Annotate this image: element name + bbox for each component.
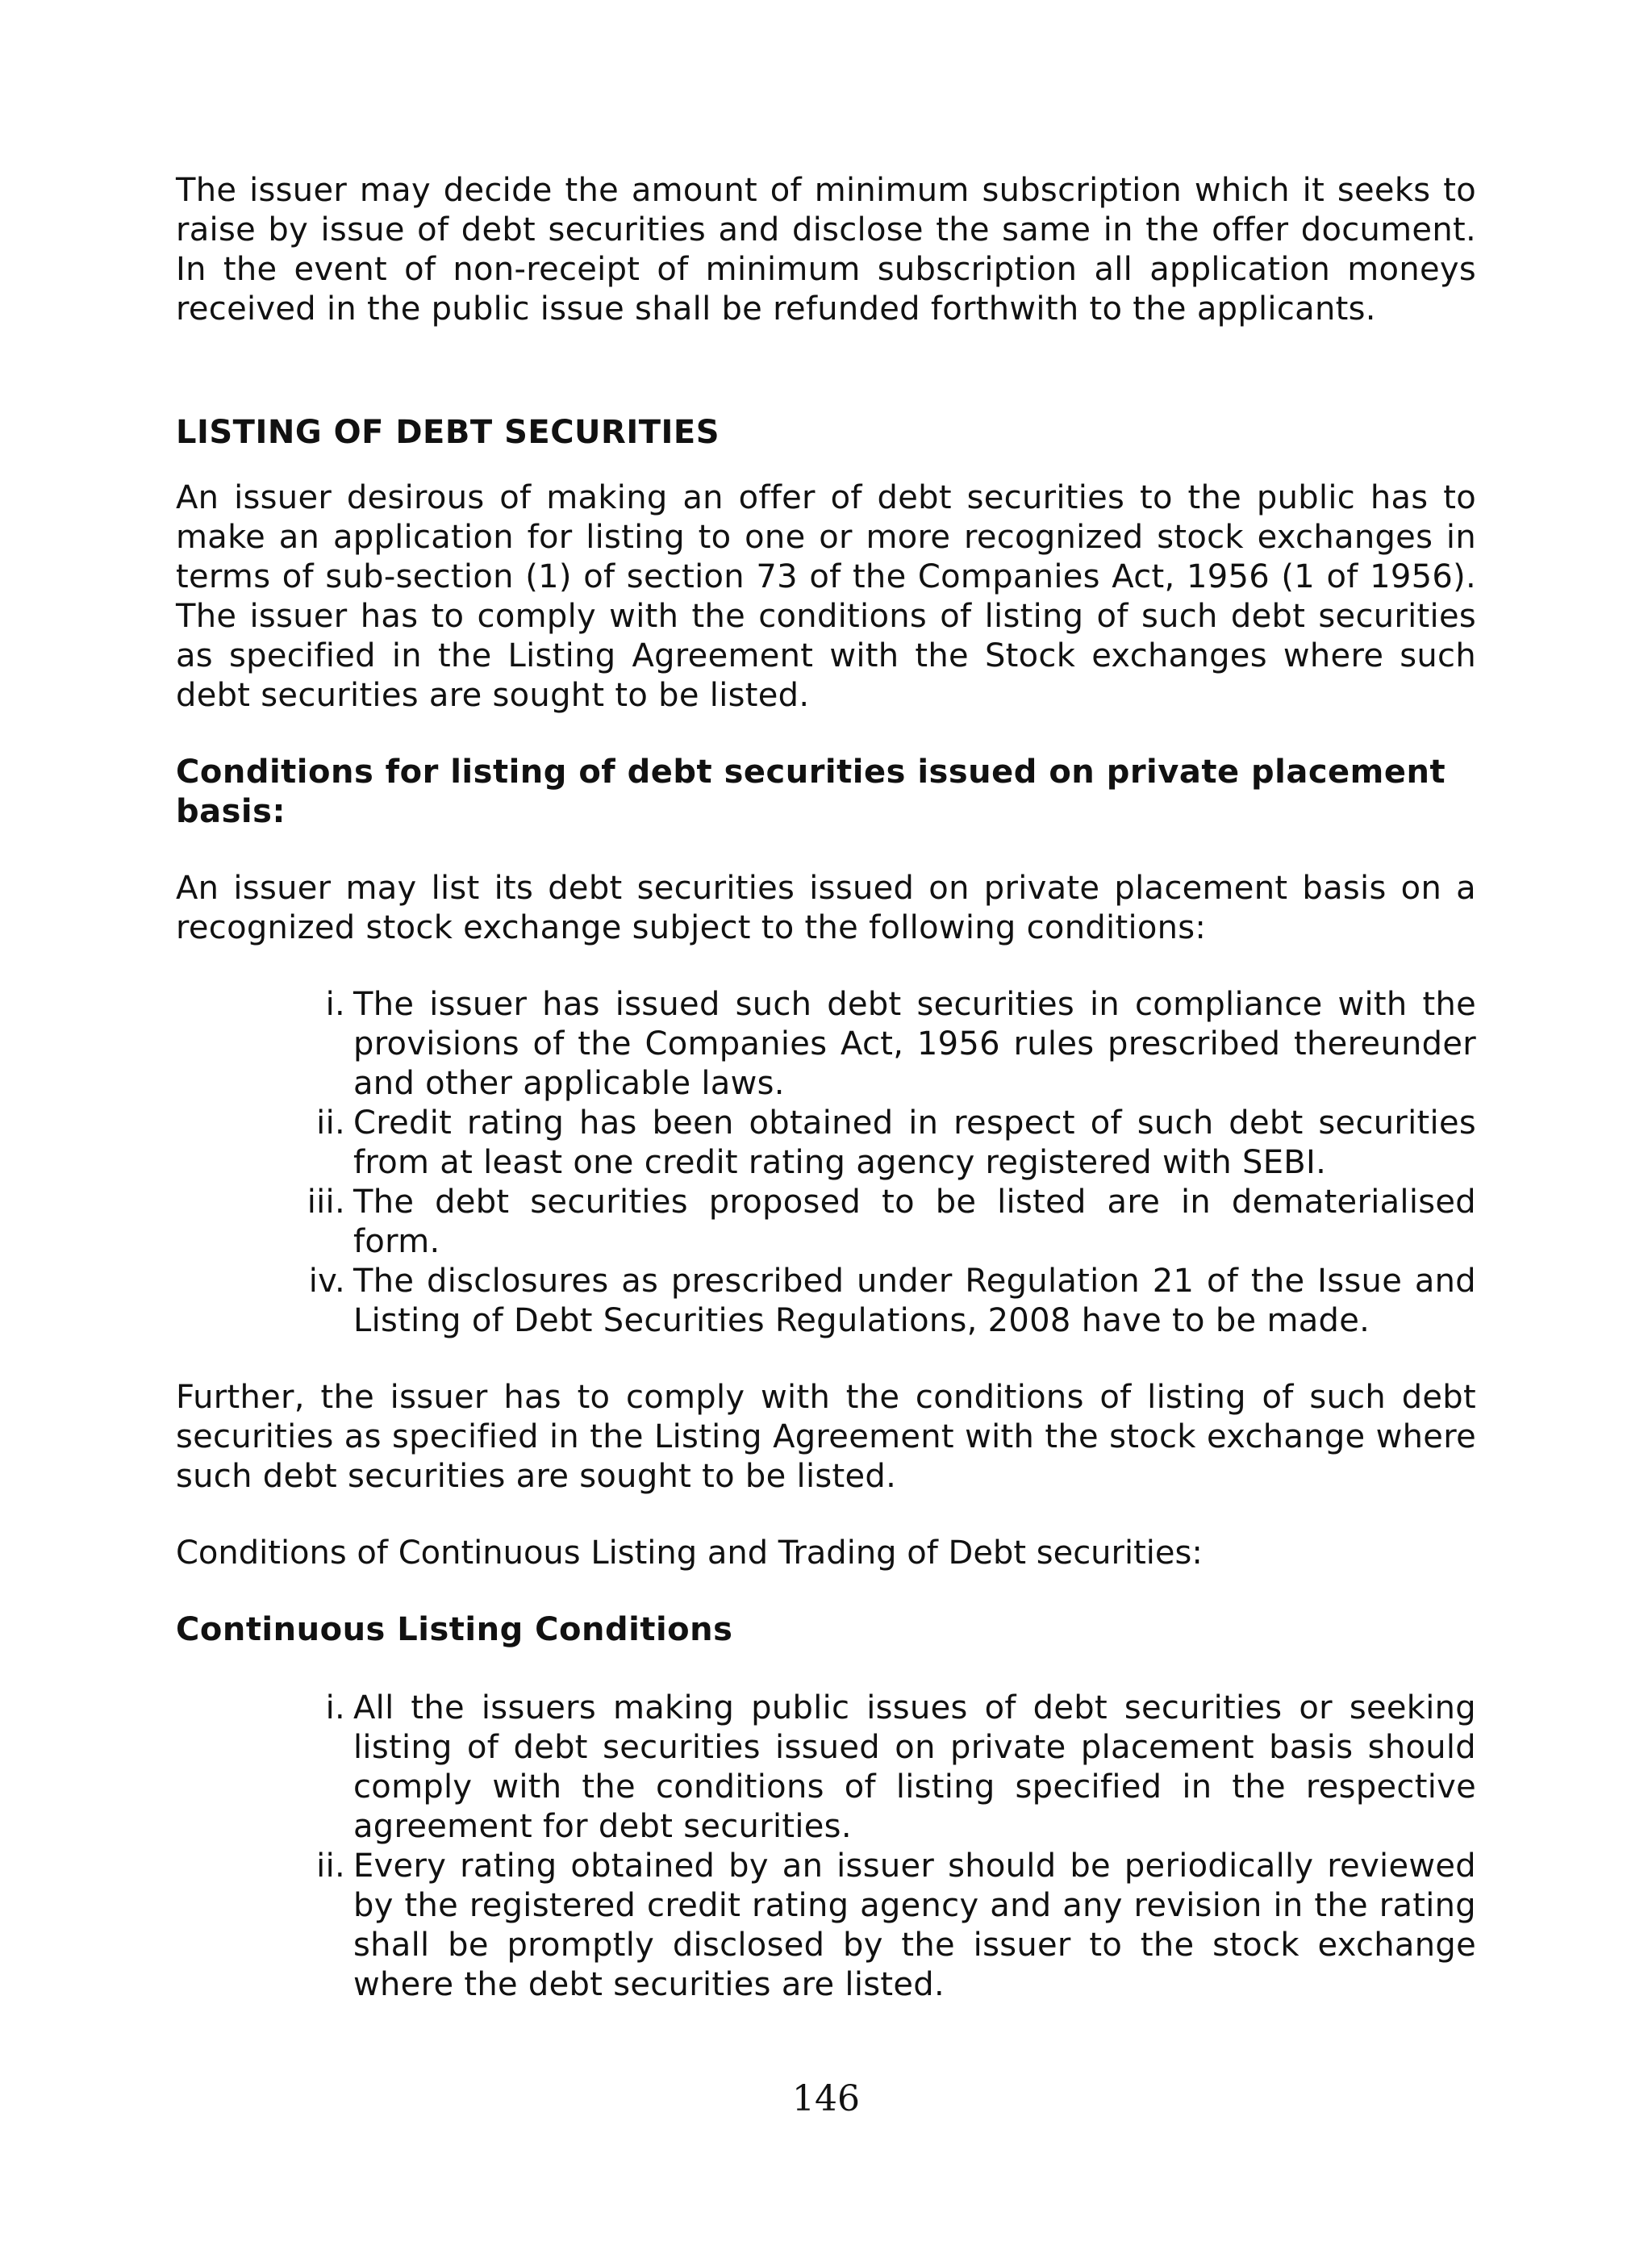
list-item-text: Every rating obtained by an issuer should be periodically reviewed by the registered credit rating agency and any revision in the rating shall be promptly disclosed by the issuer to the stock exchange where the debt securities are listed.: [353, 1847, 1476, 2003]
list-item: [325, 1689, 1476, 1847]
list-marker: i.: [325, 986, 345, 1023]
heading-continuous-listing-conditions: Continuous Listing Conditions: [176, 1611, 733, 1648]
line-continuous-listing-trading: Conditions of Continuous Listing and Trading of Debt securities:: [176, 1534, 1203, 1572]
private-placement-conditions-list: [176, 985, 1476, 1341]
list-marker: ii.: [316, 1847, 345, 1885]
list-item: [316, 1104, 1476, 1183]
document-page: [176, 171, 1476, 2005]
heading-listing-of-debt-securities: LISTING OF DEBT SECURITIES: [176, 414, 720, 451]
paragraph-further: Further, the issuer has to comply with the conditions of listing of such debt securities as specified in the Listing Agreement with the stock exchange where such debt securities are sought to be listed.: [176, 1379, 1476, 1495]
list-item-text: All the issuers making public issues of debt securities or seeking listing of debt securities issued on private placement basis should comply with the conditions of listing specified in the respective agreement for debt securities.: [353, 1689, 1476, 1845]
paragraph-listing: An issuer desirous of making an offer of debt securities to the public has to make an application for listing to one or more recognized stock exchanges in terms of sub-section (1) of section 73 of the Companies Act, 1956 (1 of 1956). The issuer has to comply with the conditions of listing of such debt securities as specified in the Listing Agreement with the Stock exchanges where such debt securities are sought to be listed.: [176, 479, 1476, 714]
continuous-listing-conditions-list: [176, 1689, 1476, 2005]
list-marker: iv.: [308, 1263, 345, 1300]
paragraph-private-placement: An issuer may list its debt securities issued on private placement basis on a recognized stock exchange subject to the following conditions:: [176, 870, 1476, 946]
heading-private-placement-conditions: Conditions for listing of debt securities issued on private placement basis:: [176, 754, 1446, 830]
list-item-text: Credit rating has been obtained in respect of such debt securities from at least one credit rating agency registered with SEBI.: [353, 1104, 1476, 1181]
list-marker: ii.: [316, 1104, 345, 1142]
list-marker: i.: [325, 1689, 345, 1726]
list-item: [307, 1183, 1476, 1262]
page-number: 146: [792, 2078, 860, 2119]
list-item-text: The issuer has issued such debt securities in compliance with the provisions of the Companies Act, 1956 rules prescribed thereunder and other applicable laws.: [353, 986, 1476, 1102]
list-item: [316, 1847, 1476, 2005]
list-item: [325, 985, 1476, 1104]
list-marker: iii.: [307, 1184, 345, 1221]
paragraph-minimum-subscription: The issuer may decide the amount of minimum subscription which it seeks to raise by issue of debt securities and disclose the same in the offer document. In the event of non-receipt of minimum subscription all application moneys received in the public issue shall be refunded forthwith to the applicants.: [176, 172, 1476, 328]
list-item: [308, 1262, 1476, 1341]
list-item-text: The disclosures as prescribed under Regulation 21 of the Issue and Listing of Debt Securities Regulations, 2008 have to be made.: [353, 1263, 1476, 1339]
list-item-text: The debt securities proposed to be listed are in dematerialised form.: [353, 1184, 1476, 1260]
